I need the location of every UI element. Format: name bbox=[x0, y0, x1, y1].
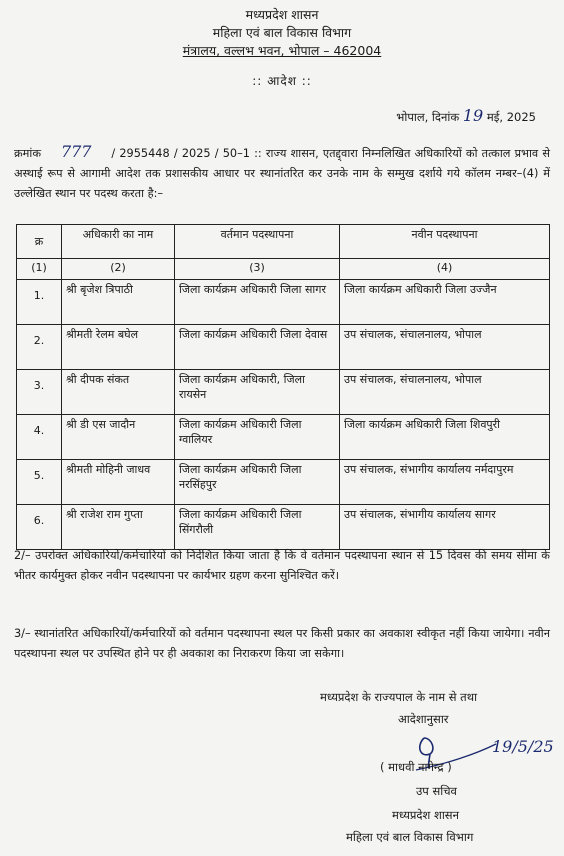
table-row bbox=[17, 415, 550, 460]
department-name: महिला एवं बाल विकास विभाग bbox=[212, 25, 352, 40]
date-day: 19 bbox=[462, 106, 484, 125]
row-current-posting: जिला कार्यक्रम अधिकारी जिला सागर bbox=[175, 280, 340, 325]
row-new-posting: जिला कार्यक्रम अधिकारी जिला उज्जैन bbox=[340, 280, 550, 325]
office-address: मंत्रालय, वल्लभ भवन, भोपाल – 462004 bbox=[182, 43, 382, 58]
paragraph-2: 2/– उपरोक्त अधिकारियों/कर्मचारियों को निर्देशित किया जाता है कि वे वर्तमान पदस्थापना स्थान से 15 दिवस की समय सीमा के भीतर कार्यमुक्त होकर नवीन पदस्थापना पर कार्यभार ग्रहण करना सुनिश्चित करें। bbox=[14, 549, 550, 582]
row-officer-name: श्री बृजेश त्रिपाठी bbox=[62, 280, 175, 325]
authority-line-2: आदेशानुसार bbox=[398, 712, 449, 726]
table-row bbox=[17, 460, 550, 505]
paragraph-3: 3/– स्थानांतरित अधिकारियों/कर्मचारियों को वर्तमान पदस्थापना स्थल पर किसी प्रकार का अवकाश स्वीकृत नहीं किया जायेगा। नवीन पदस्थापना स्थल पर उपस्थित होने पर ही अवकाश का निराकरण किया जा सकेगा। bbox=[14, 627, 550, 660]
authority-line: मध्यप्रदेश के राज्यपाल के नाम से तथा bbox=[320, 690, 478, 704]
row-current-posting: जिला कार्यक्रम अधिकारी जिला देवास bbox=[175, 325, 340, 370]
col-header-name: अधिकारी का नाम bbox=[62, 225, 175, 259]
order-intro bbox=[14, 142, 550, 204]
row-serial: 4. bbox=[17, 415, 62, 460]
order-reference: / 2955448 / 2025 / 50–1 bbox=[111, 147, 250, 160]
order-text: :: राज्य शासन, एतद्द्वारा निम्नलिखित अधिकारियों को तत्काल प्रभाव से अस्थाई रूप से आगामी आदेश तक प्रशासकीय आधार पर स्थानांतरित कर उनके नाम के सम्मुख दर्शाये गये कॉलम नम्बर–(4) में उल्लेखित स्थान पर पदस्थ करता है:– bbox=[14, 147, 550, 200]
signature-date: 19/5/25 bbox=[492, 737, 554, 756]
table-row bbox=[17, 370, 550, 415]
colnum-4: (4) bbox=[340, 259, 550, 280]
col-header-new: नवीन पदस्थापना bbox=[340, 225, 550, 259]
order-title: :: आदेश :: bbox=[252, 74, 312, 88]
colnum-1: (1) bbox=[17, 259, 62, 280]
order-number-label: क्रमांक bbox=[14, 147, 42, 160]
table-row bbox=[17, 325, 550, 370]
row-new-posting: उप संचालक, संचालनालय, भोपाल bbox=[340, 370, 550, 415]
date-suffix: मई, 2025 bbox=[486, 110, 536, 124]
row-new-posting: उप संचालक, संभागीय कार्यालय नर्मदापुरम bbox=[340, 460, 550, 505]
row-serial: 5. bbox=[17, 460, 62, 505]
row-officer-name: श्री दीपक संकत bbox=[62, 370, 175, 415]
row-current-posting: जिला कार्यक्रम अधिकारी, जिला रायसेन bbox=[175, 370, 340, 415]
colnum-3: (3) bbox=[175, 259, 340, 280]
row-serial: 2. bbox=[17, 325, 62, 370]
column-number-row bbox=[17, 259, 550, 280]
signatory-department: महिला एवं बाल विकास विभाग bbox=[346, 830, 474, 844]
order-date bbox=[396, 106, 536, 125]
letterhead bbox=[0, 0, 564, 60]
row-serial: 3. bbox=[17, 370, 62, 415]
govt-name: मध्यप्रदेश शासन bbox=[245, 7, 319, 22]
col-header-serial: क्र bbox=[17, 225, 62, 259]
colnum-2: (2) bbox=[62, 259, 175, 280]
row-new-posting: जिला कार्यक्रम अधिकारी जिला शिवपुरी bbox=[340, 415, 550, 460]
row-current-posting: जिला कार्यक्रम अधिकारी जिला नरसिंहपुर bbox=[175, 460, 340, 505]
row-serial: 6. bbox=[17, 505, 62, 550]
order-number: 777 bbox=[60, 142, 92, 161]
date-prefix: भोपाल, दिनांक bbox=[396, 110, 460, 124]
row-current-posting: जिला कार्यक्रम अधिकारी जिला ग्वालियर bbox=[175, 415, 340, 460]
row-serial: 1. bbox=[17, 280, 62, 325]
row-new-posting: उप संचालक, संभागीय कार्यालय सागर bbox=[340, 505, 550, 550]
table-row bbox=[17, 505, 550, 550]
col-header-current: वर्तमान पदस्थापना bbox=[175, 225, 340, 259]
table-header-row bbox=[17, 225, 550, 259]
row-new-posting: उप संचालक, संचालनालय, भोपाल bbox=[340, 325, 550, 370]
signatory-name: ( माधवी नागेन्द्र ) bbox=[380, 760, 452, 774]
table-row bbox=[17, 280, 550, 325]
row-officer-name: श्रीमती रेलम बघेल bbox=[62, 325, 175, 370]
signatory-government: मध्यप्रदेश शासन bbox=[392, 808, 459, 822]
signatory-designation: उप सचिव bbox=[416, 784, 457, 798]
row-officer-name: श्री डी एस जादौन bbox=[62, 415, 175, 460]
row-current-posting: जिला कार्यक्रम अधिकारी जिला सिंगरौली bbox=[175, 505, 340, 550]
row-officer-name: श्रीमती मोहिनी जाधव bbox=[62, 460, 175, 505]
row-officer-name: श्री राजेश राम गुप्ता bbox=[62, 505, 175, 550]
transfer-table bbox=[16, 224, 550, 550]
